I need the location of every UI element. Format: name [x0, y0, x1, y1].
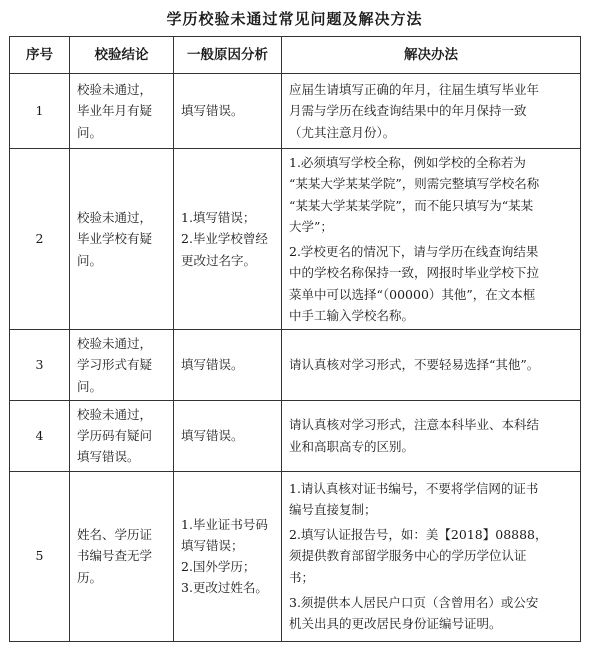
text-line: 2.国外学历； — [181, 559, 256, 574]
cell-no: 1 — [10, 74, 70, 149]
text-line: 菜单中可以选择“（00000）其他”，在文本框 — [289, 286, 536, 302]
text-line: 书编号查无学 — [77, 548, 153, 564]
solution-paragraph — [289, 592, 573, 635]
text-line: 1.请认真核对证书编号，不要将学信网的证书 — [289, 480, 539, 496]
text-line: （尤其注意月份）。 — [289, 124, 396, 140]
table-row — [10, 149, 581, 330]
text-line: 更改过名字。 — [181, 252, 257, 268]
cell-cause — [174, 400, 282, 471]
text-line: 1.毕业证书号码 — [181, 516, 268, 532]
solution-paragraph — [289, 79, 573, 143]
text-line: 填写错误。 — [181, 357, 244, 373]
cell-solution — [282, 330, 581, 401]
header-solution: 解决办法 — [282, 37, 581, 74]
text-line: 3.更改过姓名。 — [181, 580, 268, 596]
solution-paragraph — [289, 478, 573, 521]
cell-cause — [174, 149, 282, 330]
cell-no: 5 — [10, 471, 70, 641]
cell-solution — [282, 74, 581, 149]
solution-paragraph — [289, 152, 573, 237]
cell-no: 3 — [10, 330, 70, 401]
text-line: 学习形式有疑 — [77, 357, 153, 373]
cell-solution — [282, 471, 581, 641]
text-line: 3.须提供本人居民户口页（含曾用名）或公安 — [289, 594, 539, 610]
text-line: 填写错误。 — [181, 103, 244, 119]
solution-paragraph — [289, 241, 573, 326]
text-line: 校验未通过， — [77, 406, 153, 422]
cell-no: 2 — [10, 149, 70, 330]
text-line: 请认真核对学习形式，注意本科毕业、本科结 — [289, 417, 540, 433]
text-line: 中手工输入学校名称。 — [289, 307, 415, 323]
text-line: 须提供教育部留学服务中心的学历学位认证 — [289, 548, 527, 564]
text-line: 中的学校名称保持一致，网报时毕业学校下拉 — [289, 265, 540, 281]
page-title: 学历校验未通过常见问题及解决方法 — [166, 10, 423, 28]
text-line: 问。 — [77, 124, 103, 140]
text-line: 编号直接复制； — [289, 501, 377, 517]
text-line: 大学”； — [289, 218, 333, 234]
text-line: 历。 — [77, 569, 103, 585]
cell-no: 4 — [10, 400, 70, 471]
table-header-row — [10, 37, 581, 74]
solution-paragraph — [289, 414, 573, 457]
text-line: 校验未通过， — [77, 210, 153, 226]
text-line: 学历码有疑问 — [77, 428, 153, 443]
header-cause: 一般原因分析 — [174, 37, 282, 74]
cell-conclusion — [70, 330, 174, 401]
header-conclusion: 校验结论 — [70, 37, 174, 74]
faq-table — [9, 36, 581, 642]
text-line: 填写错误。 — [77, 449, 140, 465]
table-row — [10, 74, 581, 149]
cell-conclusion — [70, 74, 174, 149]
text-line: 1.必须填写学校全称，例如学校的全称若为 — [289, 155, 526, 170]
text-line: 填写错误。 — [181, 428, 244, 443]
text-line: “某某大学某某学院”，则需完整填写学校名称 — [289, 176, 540, 192]
text-line: 毕业年月有疑 — [77, 103, 153, 119]
text-line: 毕业学校有疑 — [77, 231, 153, 247]
table-row — [10, 400, 581, 471]
table-row — [10, 330, 581, 401]
text-line: 2.学校更名的情况下，请与学历在线查询结果 — [289, 244, 539, 259]
text-line: 请认真核对学习形式，不要轻易选择“其他”。 — [289, 357, 540, 373]
header-no: 序号 — [10, 37, 70, 74]
cell-solution — [282, 400, 581, 471]
text-line: 月需与学历在线查询结果中的年月保持一致 — [289, 103, 527, 119]
cell-conclusion — [70, 471, 174, 641]
cell-cause — [174, 471, 282, 641]
text-line: 问。 — [77, 378, 103, 394]
text-line: 机关出具的更改居民身份证编号证明。 — [289, 616, 502, 632]
cell-solution — [282, 149, 581, 330]
text-line: 1.填写错误； — [181, 210, 256, 226]
text-line: 问。 — [77, 252, 103, 268]
text-line: 2.毕业学校曾经 — [181, 231, 268, 247]
text-line: 填写错误； — [181, 537, 244, 553]
table-row — [10, 471, 581, 641]
text-line: “某某大学某某学院”，而不能只填写为“某某 — [289, 197, 534, 213]
cell-cause — [174, 330, 282, 401]
text-line: 业和高职高专的区别。 — [289, 438, 415, 454]
solution-paragraph — [289, 524, 573, 588]
cell-cause — [174, 74, 282, 149]
solution-paragraph — [289, 354, 573, 375]
text-line: 应届生请填写正确的年月，往届生填写毕业年 — [289, 82, 540, 98]
text-line: 校验未通过， — [77, 82, 153, 98]
text-line: 姓名、学历证 — [77, 527, 153, 543]
text-line: 校验未通过， — [77, 336, 153, 351]
cell-conclusion — [70, 400, 174, 471]
cell-conclusion — [70, 149, 174, 330]
text-line: 书； — [289, 569, 315, 585]
text-line: 2.填写认证报告号，如：美【2018】08888， — [289, 527, 548, 543]
